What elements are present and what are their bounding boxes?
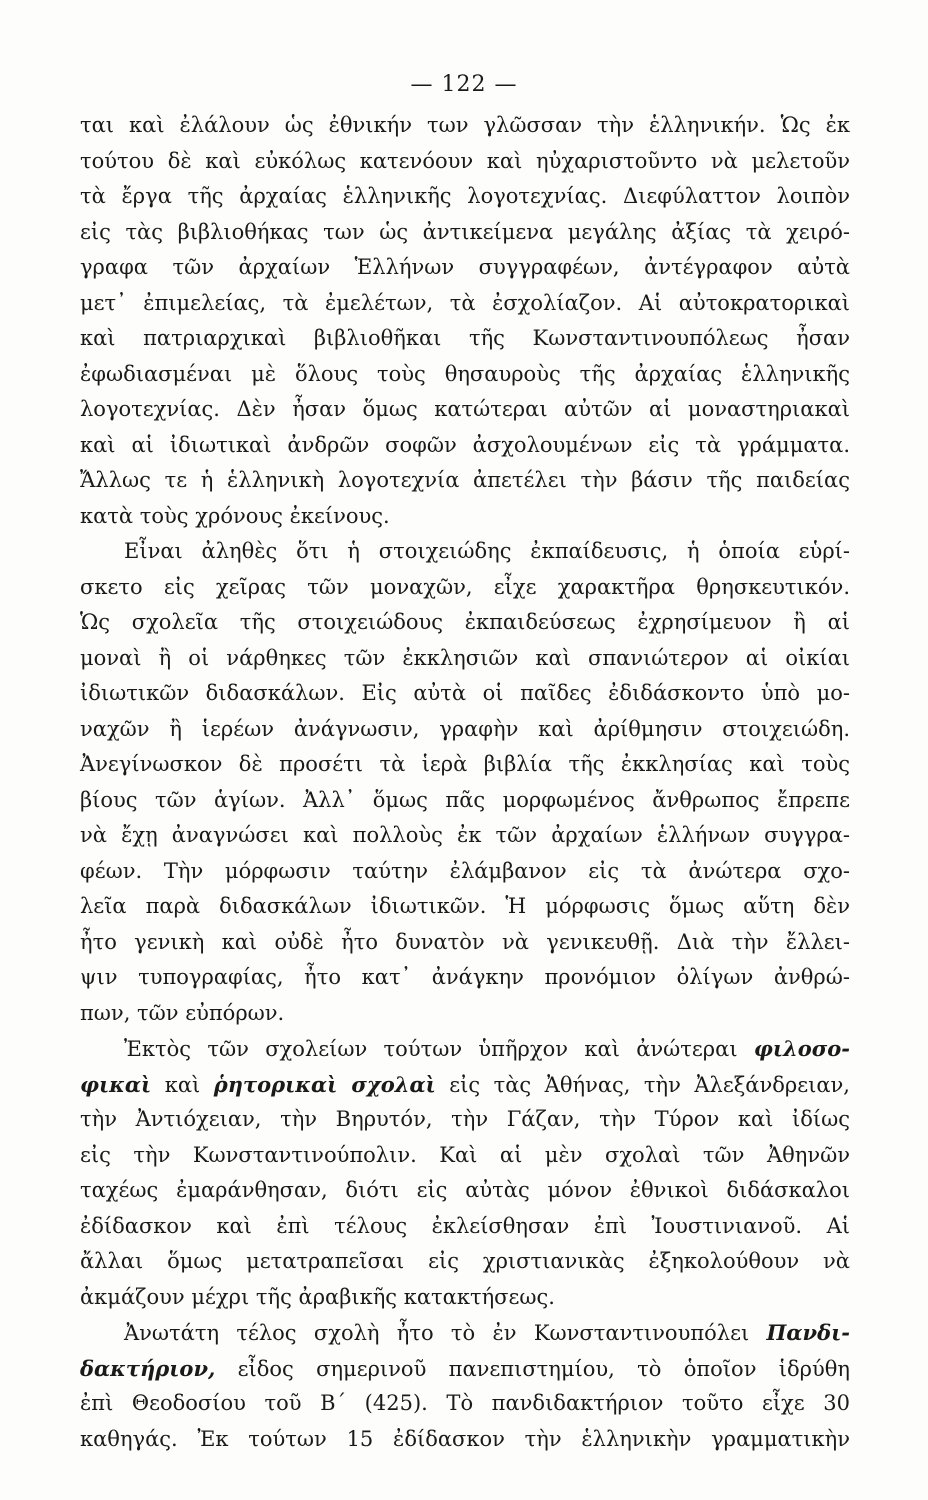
text-line: καὶ πατριαρχικαὶ βιβλιοθῆκαι τῆς Κωνσταντινουπόλεως ἦσαν bbox=[80, 326, 850, 350]
text-segment: εἶδος σημερινοῦ πανεπιστημίου, τὸ ὁποῖον ἱδρύθη bbox=[215, 1356, 850, 1381]
text-line: μετ᾿ ἐπιμελείας, τὰ ἐμελέτων, τὰ ἐσχολίαζον. Αἱ αὐτοκρατορικαὶ bbox=[80, 290, 850, 315]
text-segment: Ἀνωτάτη τέλος σχολὴ ἦτο τὸ ἐν Κωνσταντινουπόλει bbox=[124, 1321, 767, 1345]
text-line: εἰς τὴν Κωνσταντινούπολιν. Καὶ αἱ μὲν σχολαὶ τῶν Ἀθηνῶν bbox=[80, 1142, 850, 1167]
text-line: Ὡς σχολεῖα τῆς στοιχειώδους ἐκπαιδεύσεως ἐχρησίμευον ἢ αἱ bbox=[80, 610, 850, 634]
text-line bbox=[80, 1351, 850, 1387]
text-line: εἰς τὰς βιβλιοθήκας των ὡς ἀντικείμενα μεγάλης ἀξίας τὰ χειρό- bbox=[80, 219, 850, 244]
emphasized-term: Πανδι- bbox=[766, 1320, 850, 1345]
text-line: σκετο εἰς χεῖρας τῶν μοναχῶν, εἶχε χαρακτῆρα θρησκευτικόν. bbox=[80, 574, 850, 599]
text-line: ἦτο γενικὴ καὶ οὐδὲ ἦτο δυνατὸν νὰ γενικευθῇ. Διὰ τὴν ἔλλει- bbox=[80, 929, 850, 954]
text-line: ἐδίδασκον καὶ ἐπὶ τέλους ἐκλείσθησαν ἐπὶ Ἰουστινιανοῦ. Αἱ bbox=[80, 1213, 850, 1238]
text-line: τούτου δὲ καὶ εὐκόλως κατενόουν καὶ ηὐχαριστοῦντο νὰ μελετοῦν bbox=[80, 148, 850, 173]
emphasized-term: δακτήριον, bbox=[80, 1355, 216, 1381]
text-line: ψιν τυπογραφίας, ἦτο κατ᾿ ἀνάγκην προνόμιον ὀλίγων ἀνθρώ- bbox=[80, 965, 850, 989]
text-line: ναχῶν ἢ ἱερέων ἀνάγνωσιν, γραφὴν καὶ ἀρίθμησιν στοιχειώδη. bbox=[80, 716, 850, 741]
text-line: καθηγάς. Ἐκ τούτων 15 ἐδίδασκον τὴν ἑλληνικὴν γραμματικὴν bbox=[80, 1426, 850, 1451]
text-line: ἐφωδιασμέναι μὲ ὅλους τοὺς θησαυροὺς τῆς ἀρχαίας ἑλληνικῆς bbox=[80, 361, 850, 386]
emphasized-term: ῥητορικαὶ σχολαὶ bbox=[213, 1071, 436, 1097]
text-line bbox=[80, 1067, 850, 1103]
text-line: τὴν Ἀντιόχειαν, τὴν Βηρυτόν, τὴν Γάζαν, τὴν Τύρον καὶ ἰδίως bbox=[80, 1107, 850, 1131]
text-line: βίους τῶν ἁγίων. Ἀλλ᾿ ὅμως πᾶς μορφωμένος ἄνθρωπος ἔπρεπε bbox=[80, 787, 850, 812]
text-segment: εἰς τὰς Ἀθήνας, τὴν Ἀλεξάνδρειαν, bbox=[435, 1072, 850, 1097]
text-line: ται καὶ ἐλάλουν ὡς ἐθνικήν των γλῶσσαν τὴν ἑλληνικήν. Ὡς ἐκ bbox=[80, 113, 850, 137]
text-line: πων, τῶν εὐπόρων. bbox=[80, 1000, 285, 1025]
text-line: Ἀνεγίνωσκον δὲ προσέτι τὰ ἱερὰ βιβλία τῆς ἐκκλησίας καὶ τοὺς bbox=[80, 752, 850, 776]
text-line: ἄλλαι ὅμως μετατραπεῖσαι εἰς χριστιανικὰς ἐξηκολούθουν νὰ bbox=[80, 1249, 850, 1273]
text-line: ταχέως ἐμαράνθησαν, διότι εἰς αὐτὰς μόνον ἐθνικοὶ διδάσκαλοι bbox=[80, 1178, 850, 1202]
text-line: μοναὶ ἢ οἱ νάρθηκες τῶν ἐκκλησιῶν καὶ σπανιώτερον αἱ οἰκίαι bbox=[80, 645, 850, 670]
text-line: λογοτεχνίας. Δὲν ἦσαν ὅμως κατώτεραι αὐτῶν αἱ μοναστηριακαὶ bbox=[80, 397, 850, 421]
text-line: ἐπὶ Θεοδοσίου τοῦ Β΄ (425). Τὸ πανδιδακτήριον τοῦτο εἶχε 30 bbox=[80, 1391, 850, 1415]
text-line: Ἄλλως τε ἡ ἑλληνικὴ λογοτεχνία ἀπετέλει τὴν βάσιν τῆς παιδείας bbox=[80, 468, 850, 492]
text-line: ἰδιωτικῶν διδασκάλων. Εἰς αὐτὰ οἱ παῖδες ἐδιδάσκοντο ὑπὸ μο- bbox=[80, 681, 850, 705]
text-line: γραφα τῶν ἀρχαίων Ἑλλήνων συγγραφέων, ἀντέγραφον αὐτὰ bbox=[80, 255, 850, 279]
text-line: λεῖα παρὰ διδασκάλων ἰδιωτικῶν. Ἡ μόρφωσις ὅμως αὕτη δὲν bbox=[80, 894, 850, 918]
text-line bbox=[80, 1031, 850, 1067]
page-number: — 122 — bbox=[410, 72, 518, 97]
text-line: Εἶναι ἀληθὲς ὅτι ἡ στοιχειώδης ἐκπαίδευσις, ἡ ὁποία εὑρί- bbox=[124, 539, 850, 563]
text-line bbox=[80, 1315, 850, 1351]
emphasized-term: φικαὶ bbox=[80, 1071, 152, 1097]
text-line: φέων. Τὴν μόρφωσιν ταύτην ἐλάμβανον εἰς τὰ ἀνώτερα σχο- bbox=[80, 858, 850, 883]
text-segment: Ἐκτὸς τῶν σχολείων τούτων ὑπῆρχον καὶ ἀνώτεραι bbox=[124, 1037, 754, 1061]
text-line: ἀκμάζουν μέχρι τῆς ἀραβικῆς κατακτήσεως. bbox=[80, 1284, 555, 1309]
text-line: καὶ αἱ ἰδιωτικαὶ ἀνδρῶν σοφῶν ἀσχολουμένων εἰς τὰ γράμματα. bbox=[80, 432, 850, 457]
text-segment: καὶ bbox=[151, 1072, 214, 1097]
text-line: κατὰ τοὺς χρόνους ἐκείνους. bbox=[80, 503, 390, 528]
text-body bbox=[80, 108, 850, 1457]
text-line: νὰ ἔχῃ ἀναγνώσει καὶ πολλοὺς ἐκ τῶν ἀρχαίων ἑλλήνων συγγρα- bbox=[80, 823, 850, 847]
emphasized-term: φιλοσο- bbox=[753, 1036, 850, 1061]
text-line: τὰ ἔργα τῆς ἀρχαίας ἑλληνικῆς λογοτεχνίας. Διεφύλαττον λοιπὸν bbox=[80, 184, 850, 208]
